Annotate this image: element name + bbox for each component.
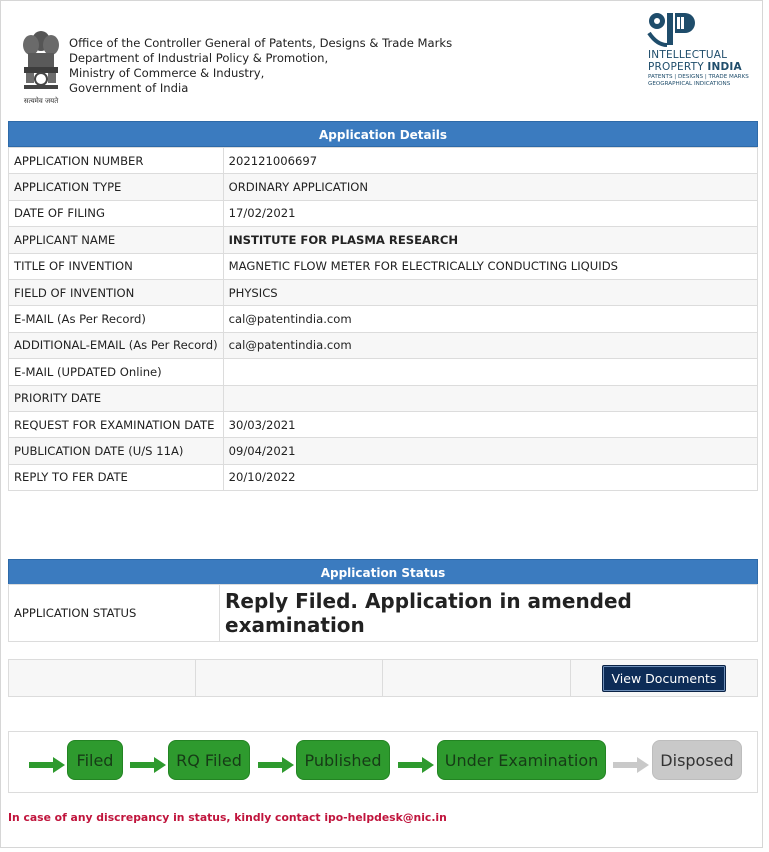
detail-value: 202121006697 xyxy=(223,148,757,174)
status-progress-tracker xyxy=(8,731,758,793)
detail-key: ADDITIONAL-EMAIL (As Per Record) xyxy=(9,332,224,358)
detail-value: ORDINARY APPLICATION xyxy=(223,174,757,200)
detail-key: TITLE OF INVENTION xyxy=(9,253,224,279)
progress-step-disposed: Disposed xyxy=(652,740,742,780)
detail-key: REPLY TO FER DATE xyxy=(9,464,224,490)
table-row xyxy=(9,332,758,358)
detail-key: APPLICATION NUMBER xyxy=(9,148,224,174)
table-row xyxy=(9,148,758,174)
government-office-text xyxy=(69,36,452,96)
detail-key: PUBLICATION DATE (U/S 11A) xyxy=(9,438,224,464)
detail-key: FIELD OF INVENTION xyxy=(9,279,224,305)
detail-value: cal@patentindia.com xyxy=(223,306,757,332)
discrepancy-notice: In case of any discrepancy in status, kindly contact ipo-helpdesk@nic.in xyxy=(8,811,447,824)
detail-key: APPLICATION TYPE xyxy=(9,174,224,200)
emblem-caption: सत्यमेव जयते xyxy=(23,97,59,105)
logo-line-categories: PATENTS | DESIGNS | TRADE MARKS xyxy=(648,74,749,80)
table-row xyxy=(9,306,758,332)
detail-key: REQUEST FOR EXAMINATION DATE xyxy=(9,411,224,437)
logo-line-geographical: GEOGRAPHICAL INDICATIONS xyxy=(648,81,731,87)
table-row xyxy=(9,385,758,411)
logo-word-india: INDIA xyxy=(707,61,742,73)
detail-value: MAGNETIC FLOW METER FOR ELECTRICALLY CONDUCTING LIQUIDS xyxy=(223,253,757,279)
table-row xyxy=(9,464,758,490)
detail-key: APPLICANT NAME xyxy=(9,227,224,253)
intellectual-property-india-logo xyxy=(645,11,757,91)
detail-value xyxy=(223,359,757,385)
detail-value: cal@patentindia.com xyxy=(223,332,757,358)
detail-value: 30/03/2021 xyxy=(223,411,757,437)
detail-key: DATE OF FILING xyxy=(9,200,224,226)
gov-line-2: Department of Industrial Policy & Promotion, xyxy=(69,51,329,65)
logo-line-intellectual: INTELLECTUAL xyxy=(648,49,728,61)
logo-line-property-india xyxy=(648,61,742,73)
progress-step-under-examination: Under Examination xyxy=(437,740,606,780)
progress-step-filed: Filed xyxy=(67,740,123,780)
table-row xyxy=(9,200,758,226)
table-row xyxy=(9,227,758,253)
detail-value: PHYSICS xyxy=(223,279,757,305)
detail-value xyxy=(223,385,757,411)
right-arrow-icon xyxy=(29,757,65,773)
logo-word-property: PROPERTY xyxy=(648,61,704,73)
documents-cell-2 xyxy=(196,660,384,696)
detail-value: 09/04/2021 xyxy=(223,438,757,464)
right-arrow-icon xyxy=(130,757,166,773)
table-row xyxy=(9,279,758,305)
application-status-heading: Application Status xyxy=(8,559,758,585)
status-key: APPLICATION STATUS xyxy=(9,585,220,642)
detail-value: 17/02/2021 xyxy=(223,200,757,226)
right-arrow-icon xyxy=(613,757,649,773)
detail-key: PRIORITY DATE xyxy=(9,385,224,411)
table-row xyxy=(9,174,758,200)
status-row xyxy=(9,585,758,642)
gov-line-1: Office of the Controller General of Patents, Designs & Trade Marks xyxy=(69,36,453,50)
view-documents-button[interactable]: View Documents xyxy=(602,665,726,692)
detail-key: E-MAIL (As Per Record) xyxy=(9,306,224,332)
documents-cell-3 xyxy=(383,660,571,696)
status-value: Reply Filed. Application in amended examination xyxy=(220,585,758,642)
progress-step-rq-filed: RQ Filed xyxy=(168,740,250,780)
right-arrow-icon xyxy=(258,757,294,773)
detail-value: 20/10/2022 xyxy=(223,464,757,490)
progress-step-published: Published xyxy=(296,740,390,780)
right-arrow-icon xyxy=(398,757,434,773)
table-row xyxy=(9,438,758,464)
detail-key: E-MAIL (UPDATED Online) xyxy=(9,359,224,385)
table-row xyxy=(9,411,758,437)
table-row xyxy=(9,359,758,385)
page-header xyxy=(1,1,764,113)
table-row xyxy=(9,253,758,279)
detail-value: INSTITUTE FOR PLASMA RESEARCH xyxy=(223,227,757,253)
gov-line-3: Ministry of Commerce & Industry, xyxy=(69,66,265,80)
application-details-heading: Application Details xyxy=(8,121,758,147)
application-status-table xyxy=(8,584,758,642)
national-emblem-icon xyxy=(18,27,64,107)
documents-cell-1 xyxy=(9,660,196,696)
application-details-table xyxy=(8,147,758,491)
gov-line-4: Government of India xyxy=(69,81,189,95)
